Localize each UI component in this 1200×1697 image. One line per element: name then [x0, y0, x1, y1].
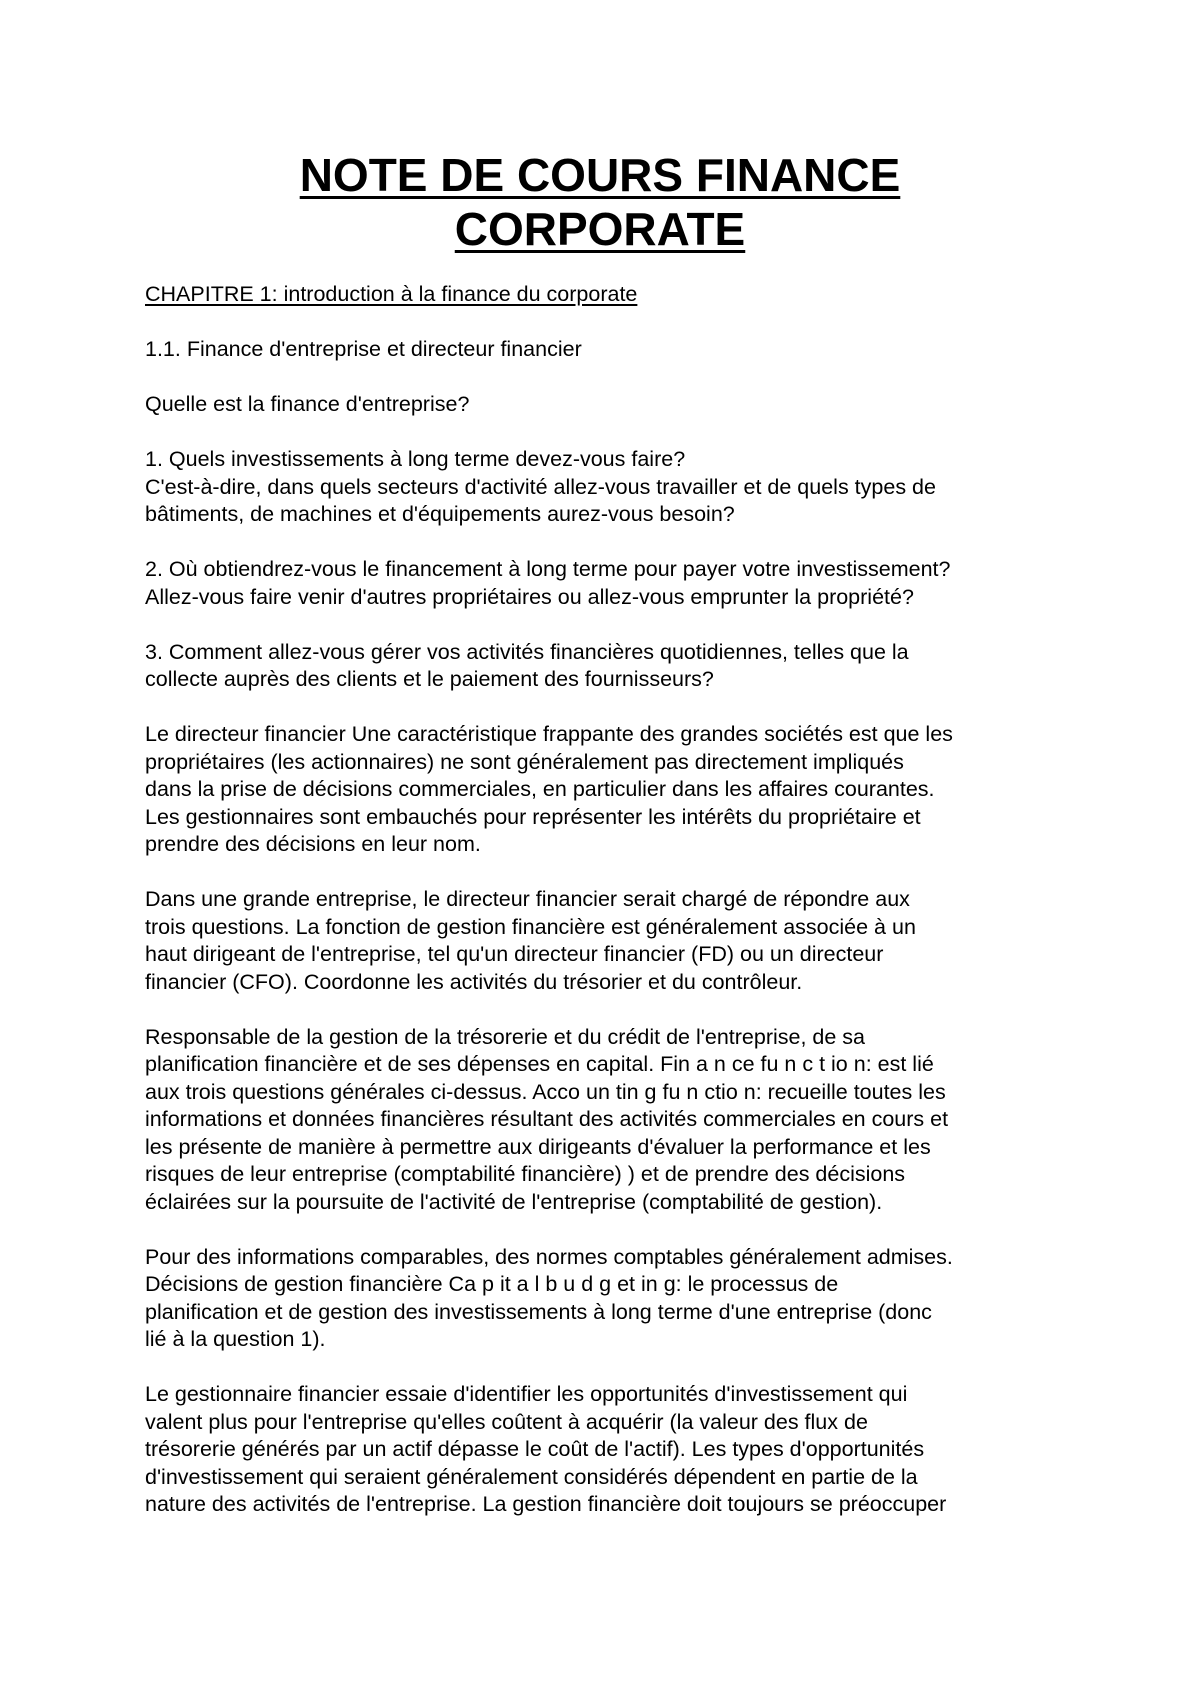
paragraph-line: nature des activités de l'entreprise. La gestion financière doit toujours se préoccuper [145, 1492, 947, 1516]
paragraph-line: les présente de manière à permettre aux dirigeants d'évaluer la performance et les [145, 1134, 931, 1159]
paragraph-line: éclairées sur la poursuite de l'activité de l'entreprise (comptabilité de gestion). [145, 1189, 883, 1214]
paragraph-line: Pour des informations comparables, des normes comptables généralement admises. [145, 1244, 953, 1269]
paragraph [145, 721, 1075, 859]
paragraph-line: dans la prise de décisions commerciales, en particulier dans les affaires courantes. [145, 777, 935, 801]
document-title-line-1: NOTE DE COURS FINANCE [299, 149, 901, 201]
document-title-line-2: CORPORATE [454, 203, 746, 255]
paragraph-line: Responsable de la gestion de la trésorerie et du crédit de l'entreprise, de sa [145, 1024, 866, 1049]
paragraph [145, 446, 1075, 529]
paragraphs-container [145, 446, 1075, 1519]
paragraph [145, 1244, 1075, 1354]
paragraph-line: informations et données financières résultant des activités commerciales en cours et [145, 1107, 949, 1131]
paragraph-line: propriétaires (les actionnaires) ne sont généralement pas directement impliqués [145, 749, 904, 774]
paragraph-line: 1. Quels investissements à long terme devez-vous faire? [145, 447, 686, 471]
paragraph-line: Allez-vous faire venir d'autres propriétaires ou allez-vous emprunter la propriété? [145, 584, 914, 609]
paragraph-line: collecte auprès des clients et le paiement des fournisseurs? [145, 667, 714, 691]
paragraph-line: trois questions. La fonction de gestion financière est généralement associée à un [145, 914, 916, 939]
document-body [145, 281, 1075, 1546]
paragraph [145, 1381, 1075, 1519]
paragraph-line: bâtiments, de machines et d'équipements aurez-vous besoin? [145, 502, 735, 526]
paragraph-line: Le directeur financier Une caractéristique frappante des grandes sociétés est que les [145, 722, 953, 746]
paragraph-line: planification financière et de ses dépenses en capital. Fin a n ce fu n c t io n: est lié [145, 1052, 934, 1076]
paragraph-line: Décisions de gestion financière Ca p it a l b u d g et in g: le processus de [145, 1272, 839, 1296]
paragraph [145, 886, 1075, 996]
paragraph-line: prendre des décisions en leur nom. [145, 832, 481, 856]
paragraph-line: Le gestionnaire financier essaie d'identifier les opportunités d'investissement qui [145, 1382, 908, 1406]
paragraph-line: 3. Comment allez-vous gérer vos activités financières quotidiennes, telles que la [145, 639, 909, 664]
paragraph-line: trésorerie générés par un actif dépasse le coût de l'actif). Les types d'opportunités [145, 1437, 925, 1461]
paragraph [145, 556, 1075, 611]
paragraph [145, 639, 1075, 694]
paragraph-line: Les gestionnaires sont embauchés pour représenter les intérêts du propriétaire et [145, 804, 921, 829]
paragraph-line: aux trois questions générales ci-dessus. Acco un tin g fu n ctio n: recueille toutes les [145, 1079, 946, 1104]
document-title [0, 148, 1200, 256]
section-heading: 1.1. Finance d'entreprise et directeur financier [145, 337, 582, 361]
paragraph-line: haut dirigeant de l'entreprise, tel qu'un directeur financier (FD) ou un directeur [145, 942, 884, 966]
paragraph-line: risques de leur entreprise (comptabilité financière) ) et de prendre des décisions [145, 1162, 906, 1186]
question-heading: Quelle est la finance d'entreprise? [145, 392, 470, 416]
paragraph-line: C'est-à-dire, dans quels secteurs d'activité allez-vous travailler et de quels types de [145, 474, 936, 499]
paragraph-line: Dans une grande entreprise, le directeur financier serait chargé de répondre aux [145, 887, 910, 911]
paragraph-line: planification et de gestion des investissements à long terme d'une entreprise (donc [145, 1299, 932, 1324]
paragraph-line: lié à la question 1). [145, 1327, 326, 1351]
chapter-heading-block [145, 281, 1075, 309]
paragraph [145, 1024, 1075, 1217]
question-heading-block [145, 391, 1075, 419]
paragraph-line: 2. Où obtiendrez-vous le financement à long terme pour payer votre investissement? [145, 557, 951, 581]
section-heading-block [145, 336, 1075, 364]
paragraph-line: d'investissement qui seraient généralement considérés dépendent en partie de la [145, 1464, 918, 1489]
chapter-heading: CHAPITRE 1: introduction à la finance du corporate [145, 282, 638, 306]
paragraph-line: valent plus pour l'entreprise qu'elles coûtent à acquérir (la valeur des flux de [145, 1409, 868, 1434]
paragraph-line: financier (CFO). Coordonne les activités du trésorier et du contrôleur. [145, 969, 803, 994]
